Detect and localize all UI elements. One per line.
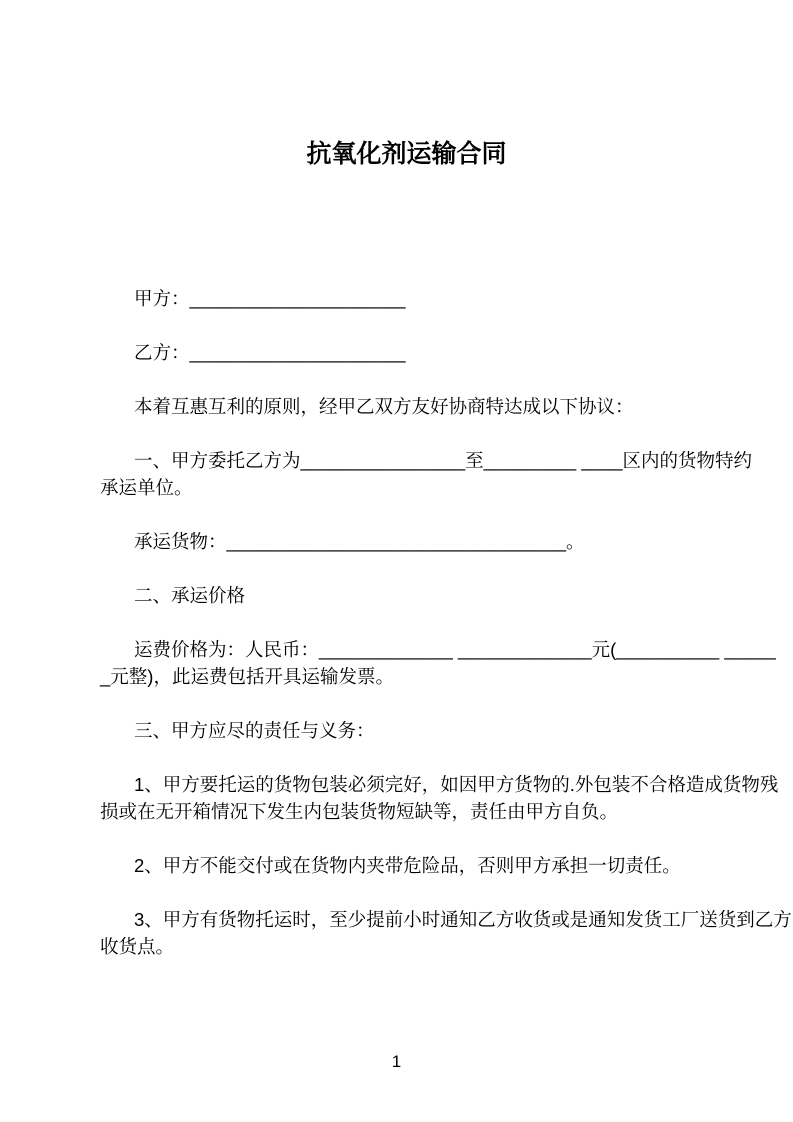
- obligation-3-line-2: 收货点。: [100, 936, 175, 957]
- freight-price-line-2: _元整)，此运费包括开具运输发票。: [100, 666, 394, 687]
- goods-line: 承运货物：_________________________________。: [134, 531, 585, 552]
- obligation-1-paragraph: [100, 771, 779, 825]
- clause-1-line-2: 承运单位。: [100, 477, 193, 498]
- preamble-line: 本着互惠互利的原则，经甲乙双方友好协商特达成以下协议：: [134, 396, 634, 417]
- page-number: 1: [391, 1052, 402, 1071]
- clause-2-heading: 二、承运价格: [134, 585, 246, 606]
- clause-3-paragraph: [100, 717, 713, 744]
- obligation-1-line-2: 损或在无开箱情况下发生内包装货物短缺等，责任由甲方自负。: [100, 801, 619, 822]
- obligation-2-paragraph: [100, 852, 713, 879]
- freight-price-line-1: 运费价格为：人民币：_____________ _____________元(__________ _____: [134, 639, 776, 660]
- clause-3-heading: 三、甲方应尽的责任与义务：: [134, 720, 375, 741]
- clause-1-line-1: 一、甲方委托乙方为________________至_________ ____区内的货物特约: [134, 450, 753, 471]
- preamble-paragraph: [100, 393, 713, 420]
- obligation-1-line-1: 1、甲方要托运的货物包装必须完好，如因甲方货物的.外包装不合格造成货物残: [134, 774, 779, 795]
- party-b-paragraph: [100, 339, 713, 366]
- obligation-2-line: 2、甲方不能交付或在货物内夹带危险品，否则甲方承担一切责任。: [134, 855, 681, 876]
- clause-1-paragraph: [100, 447, 753, 501]
- contract-title: 抗氧化剂运输合同: [306, 140, 507, 168]
- freight-price-paragraph: [100, 636, 776, 690]
- party-a-paragraph: [100, 285, 713, 312]
- party-a-line: 甲方：_____________________: [134, 288, 406, 309]
- party-b-line: 乙方：_____________________: [134, 342, 406, 363]
- goods-paragraph: [100, 528, 713, 555]
- clause-2-paragraph: [100, 582, 713, 609]
- contract-body: [100, 139, 792, 987]
- obligation-3-line-1: 3、甲方有货物托运时，至少提前小时通知乙方收货或是通知发货工厂送货到乙方: [134, 909, 792, 930]
- obligation-3-paragraph: [100, 906, 792, 960]
